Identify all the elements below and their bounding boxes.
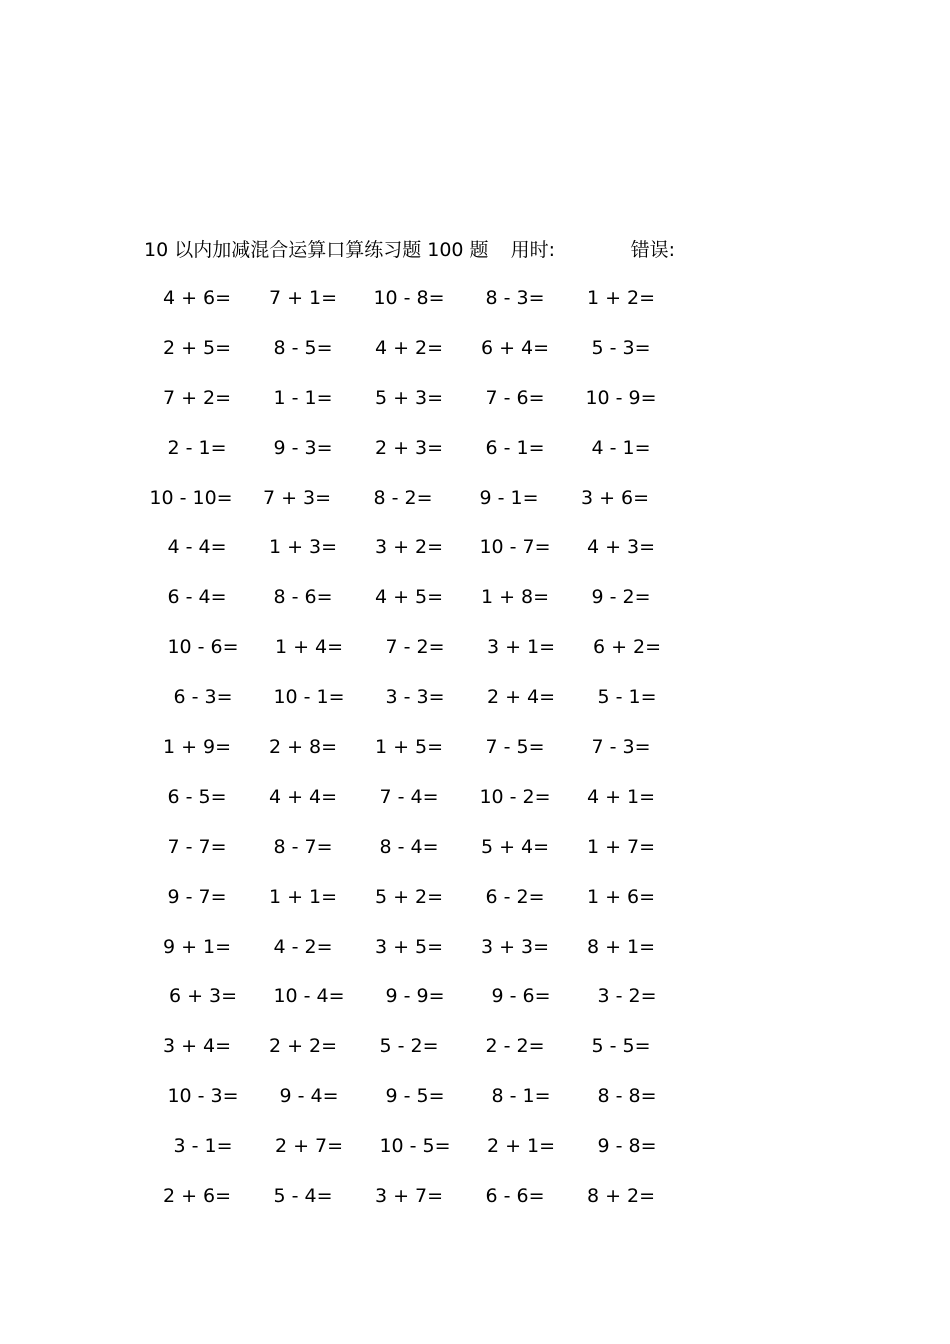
- math-problem: 1 + 1=: [268, 885, 338, 908]
- math-problem: 1 + 2=: [586, 287, 656, 309]
- math-problem: 1 + 5=: [374, 736, 444, 759]
- math-problem: 7 - 2=: [385, 636, 445, 659]
- math-problem: 3 + 1=: [486, 636, 556, 659]
- math-problem: 10 - 7=: [479, 536, 551, 559]
- math-problem: 7 - 5=: [485, 736, 545, 759]
- math-problem: 10 - 6=: [167, 636, 239, 659]
- problem-row: [144, 883, 704, 933]
- problem-row: [144, 733, 704, 783]
- math-problem: 2 + 4=: [486, 686, 556, 709]
- math-problem: 7 + 2=: [162, 386, 232, 409]
- problem-row: [144, 384, 704, 434]
- math-problem: 9 - 8=: [597, 1135, 657, 1158]
- worksheet-header: [144, 236, 675, 264]
- problem-row: [150, 1082, 704, 1132]
- math-problem: 4 - 4=: [167, 536, 227, 559]
- problem-row: [144, 583, 704, 633]
- math-problem: 6 - 6=: [485, 1185, 545, 1208]
- math-problem: 1 + 8=: [480, 586, 550, 609]
- math-problem: 5 + 2=: [374, 885, 444, 908]
- math-problem: 1 + 4=: [274, 636, 344, 659]
- math-problem: 1 + 3=: [268, 536, 338, 559]
- math-problem: 4 - 1=: [591, 436, 651, 459]
- math-problem: 5 - 2=: [379, 1035, 439, 1058]
- math-problem: 7 - 3=: [591, 736, 651, 759]
- math-problem: 4 + 3=: [586, 536, 656, 559]
- math-problem: 7 - 4=: [379, 785, 439, 808]
- math-problem: 3 - 1=: [173, 1135, 233, 1158]
- problem-row: [150, 1132, 704, 1182]
- math-problem: 2 - 1=: [167, 436, 227, 459]
- math-problem: 3 - 2=: [597, 985, 657, 1008]
- math-problem: 8 - 2=: [373, 486, 433, 509]
- problem-row: [144, 334, 704, 384]
- math-problem: 6 - 5=: [167, 785, 227, 808]
- worksheet-title: 10 以内加减混合运算口算练习题 100 题: [144, 239, 489, 261]
- math-problem: 4 + 1=: [586, 785, 656, 808]
- math-problem: 1 - 1=: [273, 386, 333, 409]
- math-problem: 2 + 5=: [162, 336, 232, 359]
- math-problem: 5 - 3=: [591, 336, 651, 359]
- math-problem: 9 - 5=: [385, 1085, 445, 1108]
- math-problem: 3 + 6=: [580, 486, 650, 509]
- math-problem: 8 + 2=: [586, 1185, 656, 1208]
- math-problem: 5 + 3=: [374, 386, 444, 409]
- math-problem: 6 - 2=: [485, 885, 545, 908]
- math-problem: 4 + 6=: [162, 287, 232, 309]
- problem-row: [144, 1032, 704, 1082]
- math-problem: 9 - 1=: [479, 486, 539, 509]
- problem-grid: [144, 284, 704, 1212]
- problem-row: [144, 933, 704, 983]
- math-problem: 2 + 6=: [162, 1185, 232, 1208]
- math-problem: 5 + 4=: [480, 835, 550, 858]
- math-problem: 10 - 9=: [585, 386, 657, 409]
- math-problem: 5 - 1=: [597, 686, 657, 709]
- problem-row: [144, 833, 704, 883]
- math-problem: 8 - 6=: [273, 586, 333, 609]
- problem-row: [144, 434, 704, 484]
- math-problem: 10 - 3=: [167, 1085, 239, 1108]
- math-problem: 8 + 1=: [586, 935, 656, 958]
- problem-row: [144, 783, 704, 833]
- math-problem: 9 - 7=: [167, 885, 227, 908]
- math-problem: 10 - 4=: [273, 985, 345, 1008]
- math-problem: 6 - 3=: [173, 686, 233, 709]
- problem-row: [138, 484, 704, 534]
- math-problem: 9 - 2=: [591, 586, 651, 609]
- error-count-label: 错误:: [630, 239, 675, 261]
- math-problem: 7 - 7=: [167, 835, 227, 858]
- problem-row: [150, 982, 704, 1032]
- problem-row: [144, 284, 704, 334]
- math-problem: 1 + 7=: [586, 835, 656, 858]
- math-problem: 8 - 3=: [485, 287, 545, 309]
- math-problem: 6 + 3=: [168, 985, 238, 1008]
- problem-row: [150, 633, 704, 683]
- math-problem: 10 - 2=: [479, 785, 551, 808]
- math-problem: 5 - 5=: [591, 1035, 651, 1058]
- math-problem: 2 + 1=: [486, 1135, 556, 1158]
- problem-row: [150, 683, 704, 733]
- problem-row: [144, 533, 704, 583]
- math-problem: 4 - 2=: [273, 935, 333, 958]
- math-problem: 6 - 1=: [485, 436, 545, 459]
- math-problem: 9 - 4=: [279, 1085, 339, 1108]
- math-problem: 6 + 4=: [480, 336, 550, 359]
- math-problem: 3 - 3=: [385, 686, 445, 709]
- math-problem: 8 - 7=: [273, 835, 333, 858]
- math-problem: 3 + 7=: [374, 1185, 444, 1208]
- math-problem: 10 - 10=: [149, 486, 233, 509]
- math-problem: 8 - 4=: [379, 835, 439, 858]
- math-problem: 1 + 6=: [586, 885, 656, 908]
- math-problem: 1 + 9=: [162, 736, 232, 759]
- math-problem: 9 + 1=: [162, 935, 232, 958]
- math-problem: 9 - 6=: [491, 985, 551, 1008]
- math-problem: 10 - 8=: [373, 287, 445, 309]
- math-problem: 5 - 4=: [273, 1185, 333, 1208]
- math-problem: 8 - 1=: [491, 1085, 551, 1108]
- math-problem: 4 + 2=: [374, 336, 444, 359]
- math-problem: 10 - 1=: [273, 686, 345, 709]
- math-problem: 2 + 7=: [274, 1135, 344, 1158]
- math-problem: 9 - 3=: [273, 436, 333, 459]
- math-problem: 3 + 3=: [480, 935, 550, 958]
- math-problem: 2 + 8=: [268, 736, 338, 759]
- math-problem: 2 + 2=: [268, 1035, 338, 1058]
- math-problem: 3 + 5=: [374, 935, 444, 958]
- math-problem: 7 - 6=: [485, 386, 545, 409]
- math-problem: 3 + 2=: [374, 536, 444, 559]
- math-problem: 2 + 3=: [374, 436, 444, 459]
- math-problem: 7 + 1=: [268, 287, 338, 309]
- math-problem: 6 + 2=: [592, 636, 662, 659]
- math-problem: 6 - 4=: [167, 586, 227, 609]
- time-used-label: 用时:: [510, 239, 555, 261]
- math-problem: 8 - 8=: [597, 1085, 657, 1108]
- problem-row: [144, 1182, 704, 1212]
- math-problem: 4 + 4=: [268, 785, 338, 808]
- math-problem: 9 - 9=: [385, 985, 445, 1008]
- math-problem: 8 - 5=: [273, 336, 333, 359]
- math-problem: 3 + 4=: [162, 1035, 232, 1058]
- math-problem: 4 + 5=: [374, 586, 444, 609]
- math-problem: 7 + 3=: [262, 486, 332, 509]
- math-problem: 10 - 5=: [379, 1135, 451, 1158]
- math-problem: 2 - 2=: [485, 1035, 545, 1058]
